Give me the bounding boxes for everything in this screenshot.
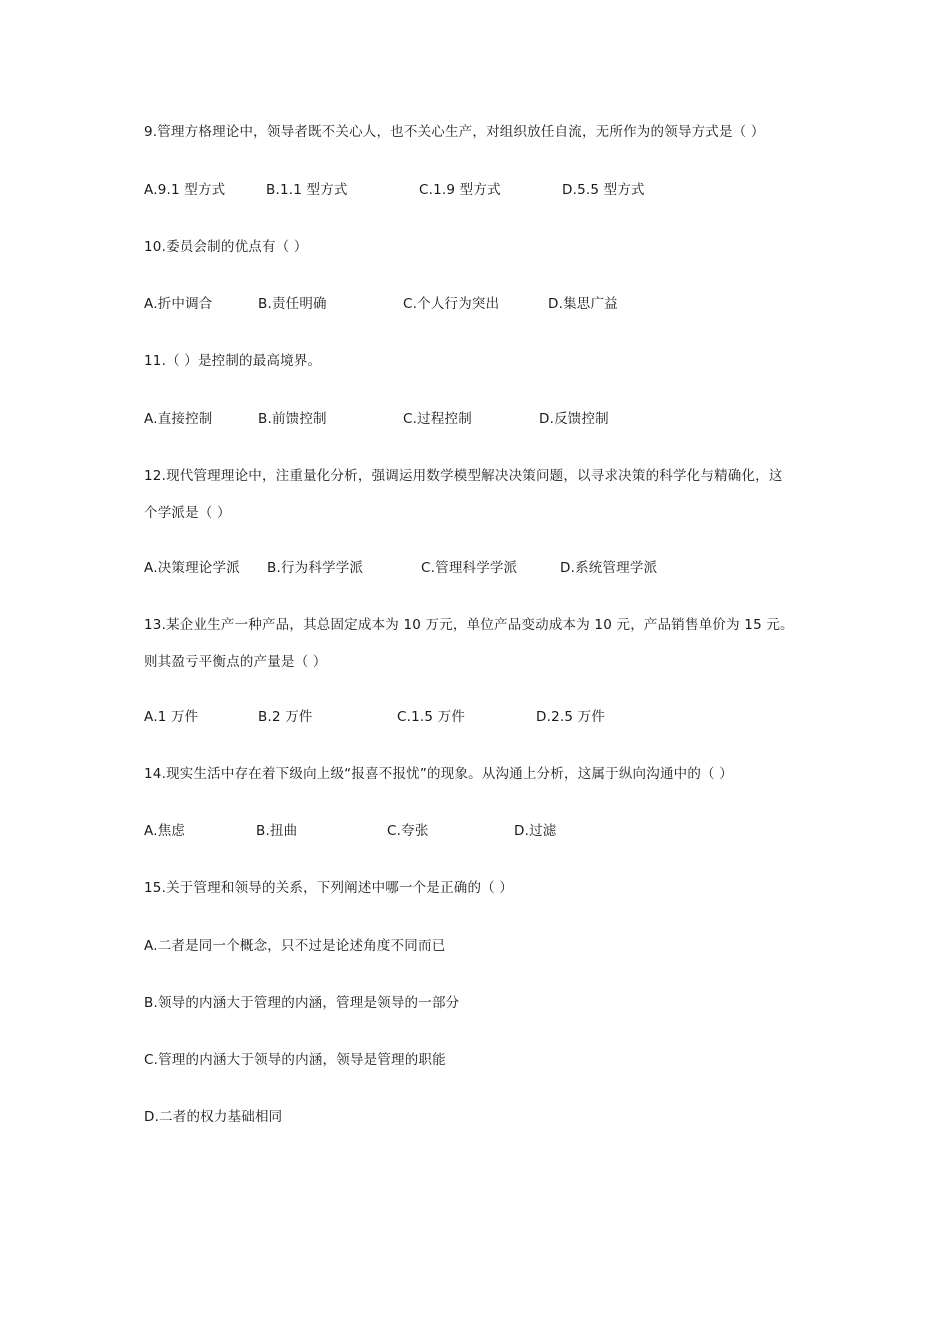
question-9-option-c: C.1.9 型方式	[419, 182, 501, 198]
question-14-option-b: B.扭曲	[256, 823, 298, 839]
question-14-option-a: A.焦虑	[144, 823, 186, 839]
question-15-option-a: A.二者是同一个概念，只不过是论述角度不同而已	[144, 938, 446, 954]
question-14-option-d: D.过滤	[514, 823, 557, 839]
question-15-stem: 15.关于管理和领导的关系，下列阐述中哪一个是正确的（ ）	[144, 880, 514, 896]
question-13-stem-line-2: 则其盈亏平衡点的产量是（ ）	[144, 654, 327, 670]
question-10-option-b: B.责任明确	[258, 296, 327, 312]
question-12-option-d: D.系统管理学派	[560, 560, 658, 576]
question-15-option-b: B.领导的内涵大于管理的内涵，管理是领导的一部分	[144, 995, 460, 1011]
question-9-option-d: D.5.5 型方式	[562, 182, 645, 198]
question-12-option-a: A.决策理论学派	[144, 560, 240, 576]
question-12-option-c: C.管理科学学派	[421, 560, 518, 576]
question-12-stem-line-1: 12.现代管理理论中，注重量化分析，强调运用数学模型解决决策问题，以寻求决策的科学化与精确化，这	[144, 468, 783, 484]
question-14-stem: 14.现实生活中存在着下级向上级“报喜不报忧”的现象。从沟通上分析，这属于纵向沟通中的（ ）	[144, 766, 733, 782]
question-15-option-d: D.二者的权力基础相同	[144, 1109, 283, 1125]
question-13-option-b: B.2 万件	[258, 709, 313, 725]
question-11-option-a: A.直接控制	[144, 411, 213, 427]
question-13-stem-line-1: 13.某企业生产一种产品，其总固定成本为 10 万元，单位产品变动成本为 10 元，产品销售单价为 15 元。	[144, 617, 794, 633]
question-9-option-a: A.9.1 型方式	[144, 182, 226, 198]
question-10-option-c: C.个人行为突出	[403, 296, 500, 312]
question-13-option-d: D.2.5 万件	[536, 709, 606, 725]
question-15-option-c: C.管理的内涵大于领导的内涵，领导是管理的职能	[144, 1052, 446, 1068]
question-11-option-b: B.前馈控制	[258, 411, 327, 427]
question-11-option-d: D.反馈控制	[539, 411, 609, 427]
question-10-option-a: A.折中调合	[144, 296, 213, 312]
question-9-stem: 9.管理方格理论中，领导者既不关心人，也不关心生产，对组织放任自流，无所作为的领导方式是（ ）	[144, 124, 765, 140]
question-10-stem: 10.委员会制的优点有（ ）	[144, 239, 308, 255]
question-13-option-c: C.1.5 万件	[397, 709, 466, 725]
question-13-option-a: A.1 万件	[144, 709, 199, 725]
question-12-stem-line-2: 个学派是（ ）	[144, 505, 231, 521]
question-11-stem: 11.（ ）是控制的最高境界。	[144, 353, 322, 369]
question-10-option-d: D.集思广益	[548, 296, 618, 312]
question-12-option-b: B.行为科学学派	[267, 560, 364, 576]
question-9-option-b: B.1.1 型方式	[266, 182, 348, 198]
question-11-option-c: C.过程控制	[403, 411, 472, 427]
question-14-option-c: C.夸张	[387, 823, 429, 839]
